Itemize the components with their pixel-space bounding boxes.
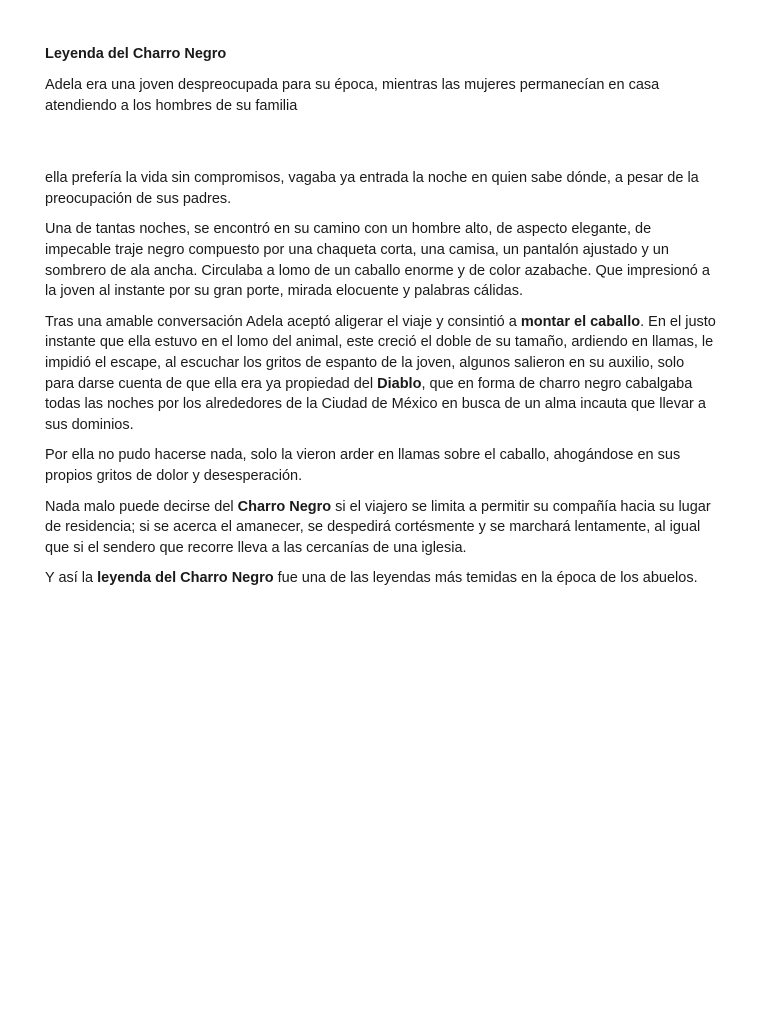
- paragraph-6-bold-charro: Charro Negro: [237, 498, 332, 515]
- paragraph-7-bold-leyenda: leyenda del Charro Negro: [97, 570, 274, 587]
- paragraph-4-text-a: Tras una amable conversación Adela aceptó aligerar el viaje y consintió a: [45, 313, 521, 330]
- paragraph-4-text-e: , que en forma de charro negro cabalgaba todas las noches por los alrededores de la Ciudad de México en busca de un alma incauta que llevar a sus dominios.: [45, 375, 706, 433]
- paragraph-6-text-a: Nada malo puede decirse del: [45, 498, 238, 515]
- paragraph-4-text-c: . En el justo instante que ella estuvo en el lomo del animal, este creció el doble de su tamaño, ardiendo en llamas, le impidió el escape, al escuchar los gritos de espanto de la joven, algunos salieron en su auxilio, solo para darse cuenta de que ella era ya propiedad del: [45, 313, 716, 392]
- paragraph-4-bold-montar: montar el caballo: [520, 313, 641, 330]
- paragraph-3: Una de tantas noches, se encontró en su camino con un hombre alto, de aspecto elegante, de impecable traje negro compuesto por una chaqueta corta, una camisa, un pantalón ajustado y un sombrero de ala ancha. Circulaba a lomo de un caballo enorme y de color azabache. Que impresionó a la joven al instante por su gran porte, mirada elocuente y palabras cálidas.: [45, 221, 710, 300]
- paragraph-2: ella prefería la vida sin compromisos, vagaba ya entrada la noche en quien sabe dónde, a pesar de la preocupación de sus padres.: [45, 170, 699, 207]
- paragraph-4-bold-diablo: Diablo: [377, 375, 422, 392]
- document-page: [45, 44, 717, 599]
- paragraph-6: [45, 497, 717, 559]
- paragraph-7-text-a: Y así la: [45, 570, 98, 587]
- paragraph-5: Por ella no pudo hacerse nada, solo la vieron arder en llamas sobre el caballo, ahogándose en sus propios gritos de dolor y desesperación.: [45, 447, 681, 484]
- paragraph-7-text-c: fue una de las leyendas más temidas en la época de los abuelos.: [273, 570, 698, 587]
- paragraph-6-text-c: si el viajero se limita a permitir su compañía hacia su lugar de residencia; si se acerca el amanecer, se despedirá cortésmente y se marchará lentamente, al igual que si el sendero que recorre lleva a las cercanías de una iglesia.: [45, 498, 711, 556]
- paragraph-4: [45, 312, 717, 436]
- paragraph-1: Adela era una joven despreocupada para su época, mientras las mujeres permanecían en casa atendiendo a los hombres de su familia: [45, 77, 660, 114]
- paragraph-7: [45, 568, 717, 589]
- document-title: Leyenda del Charro Negro: [45, 46, 227, 62]
